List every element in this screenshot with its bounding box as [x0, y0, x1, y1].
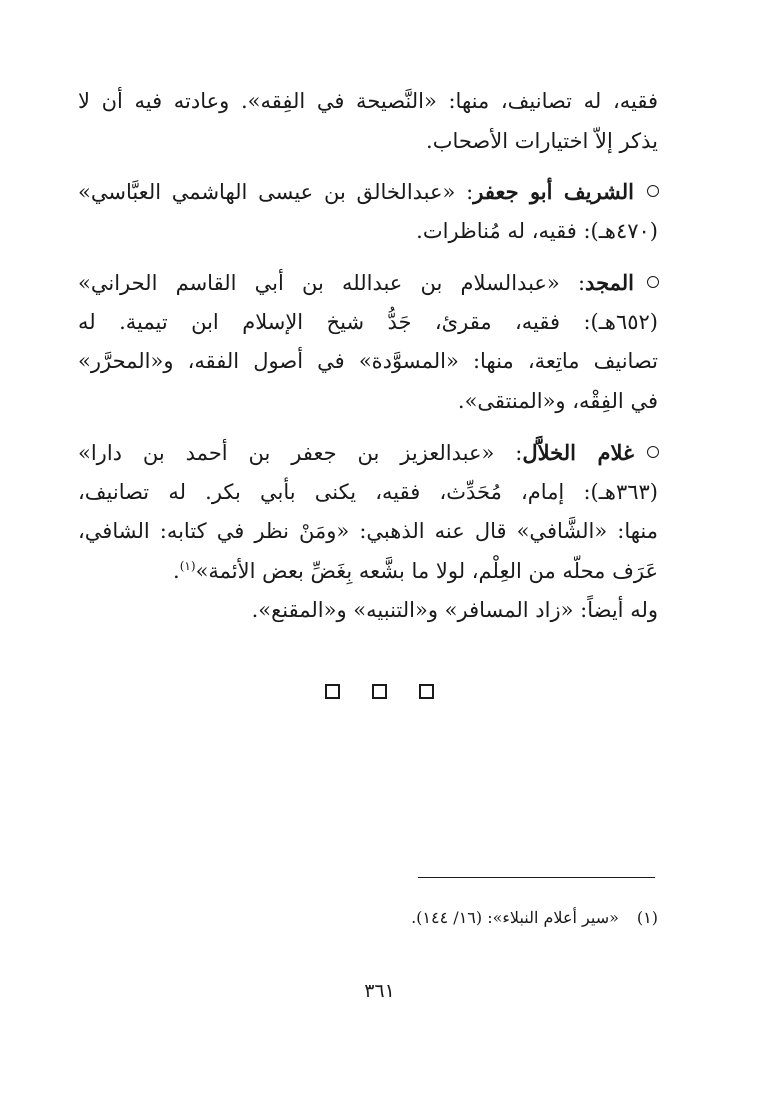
page-body	[78, 82, 658, 631]
entry-name: غلام الخلاَّل	[522, 440, 634, 465]
entry-name: الشريف أبو جعفر	[473, 179, 635, 204]
text-line: (٤٧٠هـ): فقيه، له مُناظرات.	[416, 218, 658, 243]
footnote-text: «سير أعلام النبلاء»: (١٦/ ١٤٤).	[411, 908, 619, 927]
entry-heading-line	[78, 172, 658, 212]
section-separator	[0, 684, 759, 699]
footnote-divider	[418, 877, 655, 878]
square-ornament-icon	[419, 684, 434, 699]
footnote-number: (١)	[636, 908, 658, 927]
text-line: فقيه، له تصانيف، منها: «النَّصيحة في الفِقه». وعادته فيه أن لا	[78, 89, 658, 113]
entry-name: المجد	[585, 270, 634, 295]
text-line: وله أيضاً: «زاد المسافر» و«التنبيه» و«المقنع».	[251, 598, 658, 622]
text-line: يذكر إلاّ اختيارات الأصحاب.	[426, 128, 658, 153]
footnote-reference[interactable]: (١)	[179, 558, 196, 573]
entry-ghulam-al-khallal	[78, 433, 658, 631]
circle-bullet-icon	[647, 446, 659, 458]
entry-full-name: : «عبدالخالق بن عيسى الهاشمي العبَّاسي»	[78, 180, 474, 204]
text-line: منها: «الشَّافي» قال عنه الذهبي: «ومَنْ نظر في كتابه: الشافي،	[78, 519, 658, 543]
intro-paragraph	[78, 82, 658, 161]
text-segment: عَرَف محلّه من العِلْم، لولا ما بشَّعه بِغَضِّ بعض الأئمة»	[195, 558, 658, 583]
square-ornament-icon	[325, 684, 340, 699]
text-line: في الفِقْه، و«المنتقى».	[457, 388, 658, 413]
text-line-with-footnote: عَرَف محلّه من العِلْم، لولا ما بشَّعه بِغَضِّ بعض الأئمة»$^{(١)}$.	[173, 558, 658, 583]
entry-heading-line	[78, 263, 658, 303]
page-number: ٣٦١	[364, 980, 395, 1002]
square-ornament-icon	[372, 684, 387, 699]
text-line: (٦٥٢هـ): فقيه، مقرئ، جَدُّ شيخ الإسلام ابن تيمية. له	[78, 309, 658, 334]
entry-full-name: : «عبدالسلام بن عبدالله بن أبي القاسم الحراني»	[78, 271, 586, 295]
entry-al-majd	[78, 263, 658, 421]
circle-bullet-icon	[647, 185, 659, 197]
circle-bullet-icon	[647, 276, 659, 288]
footnote	[411, 905, 658, 931]
text-line: تصانيف ماتِعة، منها: «المسوَّدة» في أصول الفقه، و«المحرَّر»	[78, 349, 658, 373]
entry-sharif-abu-jafar	[78, 172, 658, 251]
entry-full-name: : «عبدالعزيز بن جعفر بن أحمد بن دارا»	[78, 441, 523, 465]
entry-heading-line	[78, 433, 658, 473]
text-line: (٣٦٣هـ): إمام، مُحَدِّث، فقيه، يكنى بأبي بكر. له تصانيف،	[78, 479, 658, 504]
